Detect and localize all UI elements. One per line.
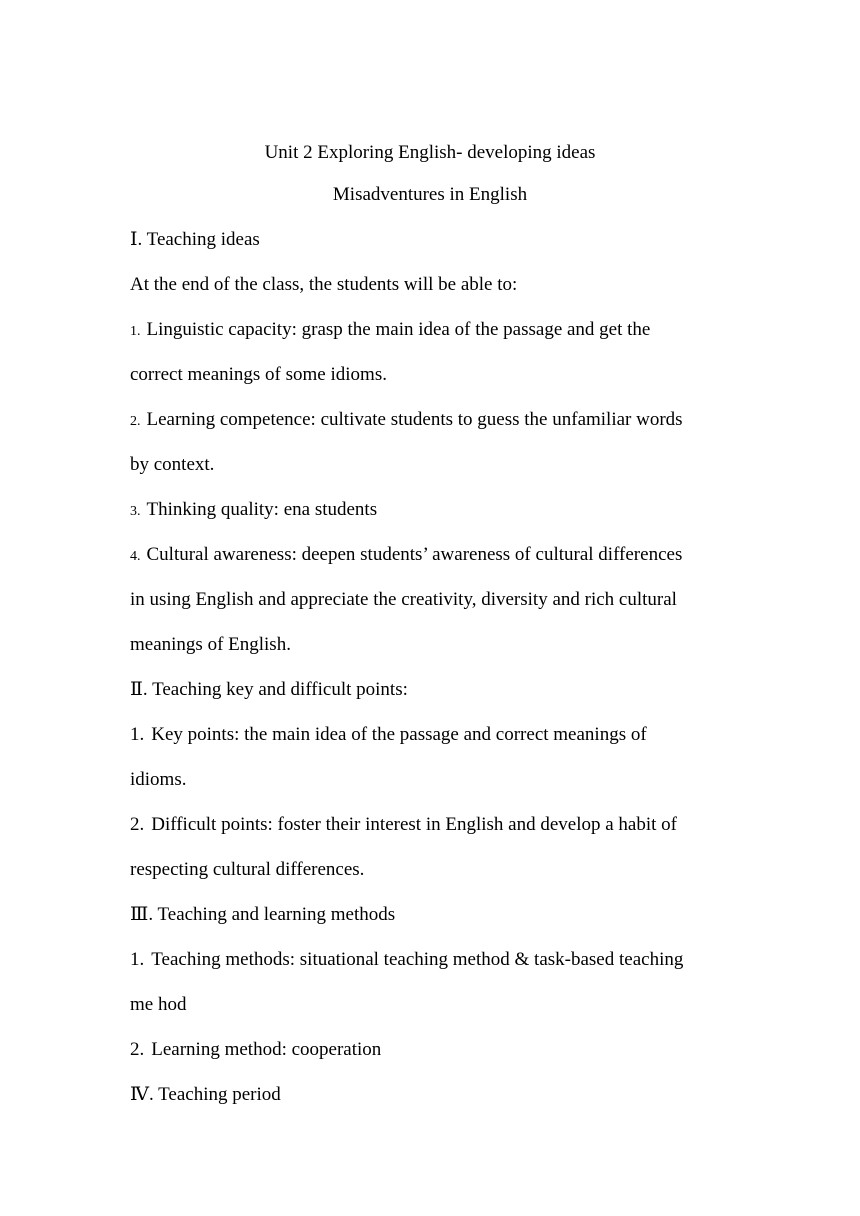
item-number: 4. [130,549,141,564]
item-text: Learning competence: cultivate students to guess the unfamiliar words [146,409,683,430]
item-number: 1. [130,949,145,970]
item-text: Difficult points: foster their interest in English and develop a habit of [151,814,677,835]
key-point-item-1 [130,723,647,747]
key-point-item-1-continued: idioms. [130,769,187,790]
document-title: Unit 2 Exploring English- developing ideas [264,142,596,163]
document-subtitle: Misadventures in English [332,184,528,205]
item-number: 3. [130,504,141,519]
item-text: Cultural awareness: deepen students’ awareness of cultural differences [146,544,683,565]
method-item-1-continued: me hod [130,994,187,1015]
method-item-2 [130,1038,381,1062]
section-3-heading: Ⅲ. Teaching and learning methods [130,904,396,925]
objective-item-1 [130,318,650,344]
section-1-heading: Ⅰ. Teaching ideas [130,229,260,250]
section-1-intro: At the end of the class, the students will be able to: [130,274,518,295]
item-text: Key points: the main idea of the passage and correct meanings of [151,724,647,745]
objective-item-1-continued: correct meanings of some idioms. [130,364,387,385]
objective-item-2 [130,408,683,434]
key-point-item-2-continued: respecting cultural differences. [130,859,365,880]
objective-item-3 [130,498,377,524]
objective-item-4-continued: in using English and appreciate the creativity, diversity and rich cultural [130,589,677,610]
item-number: 2. [130,814,145,835]
item-number: 2. [130,1039,145,1060]
section-4-heading: Ⅳ. Teaching period [130,1084,281,1105]
item-number: 1. [130,724,145,745]
item-number: 2. [130,414,141,429]
key-point-item-2 [130,813,677,837]
item-text: Thinking quality: ena students [146,499,378,520]
item-text: Learning method: cooperation [151,1039,382,1060]
objective-item-4 [130,543,682,569]
item-text: Teaching methods: situational teaching method & task-based teaching [151,949,684,970]
item-number: 1. [130,324,141,339]
objective-item-2-continued: by context. [130,454,215,475]
section-2-heading: Ⅱ. Teaching key and difficult points: [130,679,408,700]
objective-item-4-continued-2: meanings of English. [130,634,291,655]
method-item-1 [130,948,683,972]
item-text: Linguistic capacity: grasp the main idea of the passage and get the [146,319,651,340]
